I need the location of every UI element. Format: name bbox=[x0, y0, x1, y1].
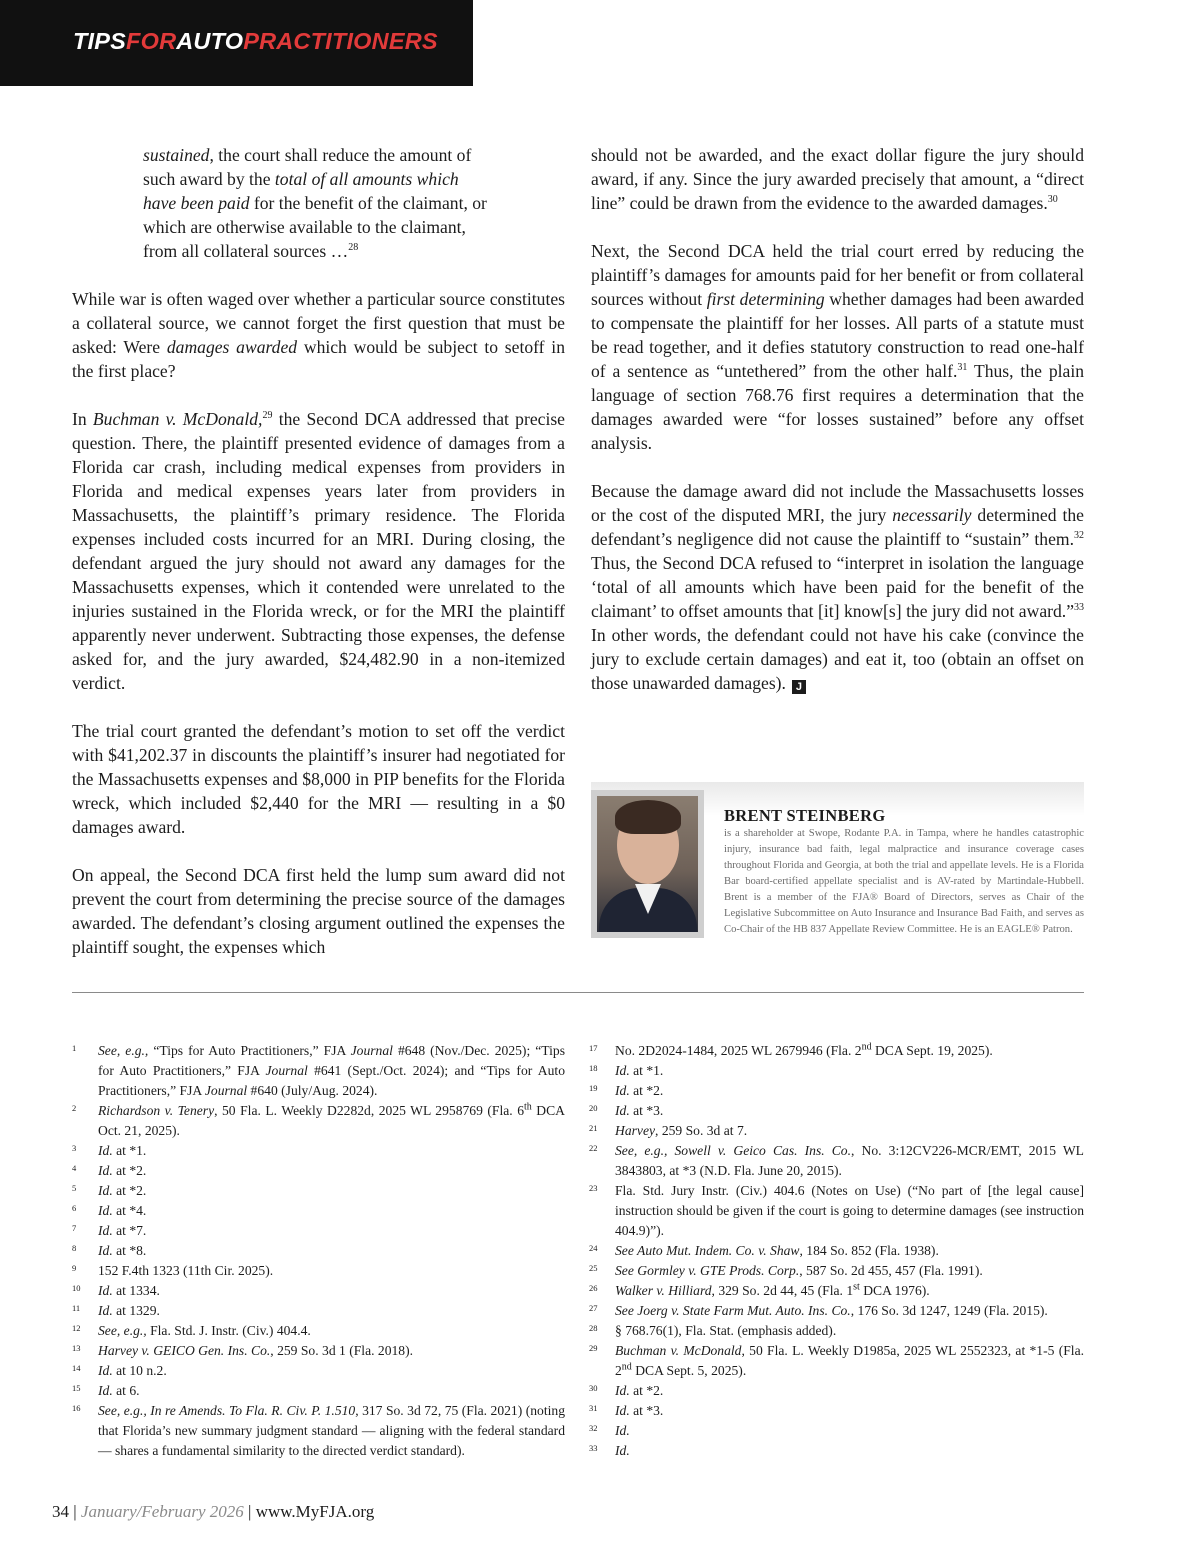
footnote-number: 5 bbox=[72, 1183, 77, 1193]
footnote-number: 3 bbox=[72, 1143, 77, 1153]
footnote bbox=[589, 1281, 1084, 1301]
author-description: is a shareholder at Swope, Rodante P.A. in Tampa, where he handles catastrophic injury, insurance bad faith, legal malpractice and insurance coverage cases throughout Florida and Georgia, at both the trial and appellate levels. He is a Florida Bar board-certified appellate specialist and is AV-rated by Martindale-Hubbell. Brent is a member of the FJA® Board of Directors, serves as Chair of the Legislative Subcommittee on Auto Insurance and Insurance Bad Faith, and serves as Co-Chair of the HB 837 Appellate Review Committee. He is an EAGLE® Patron. bbox=[724, 828, 1084, 935]
footnote bbox=[72, 1161, 565, 1181]
footnote bbox=[72, 1281, 565, 1301]
paragraph: The trial court granted the defendant’s motion to set off the verdict with $41,202.37 in discounts the plaintiff’s insurer had negotiated for the Massachusetts expenses and $8,000 in PIP benefits for the Florida wreck, which included $2,440 for the MRI — resulting in a $0 damages award. bbox=[72, 721, 565, 837]
footnote bbox=[589, 1261, 1084, 1281]
author-photo bbox=[591, 790, 704, 938]
issue-date: January/February 2026 bbox=[80, 1502, 244, 1521]
footnote bbox=[72, 1401, 565, 1461]
footnote bbox=[72, 1301, 565, 1321]
footnote-text: No. 2D2024-1484, 2025 WL 2679946 (Fla. 2nd DCA Sept. 19, 2025). bbox=[615, 1041, 993, 1058]
footnote bbox=[72, 1341, 565, 1361]
footnote-number: 10 bbox=[72, 1283, 81, 1293]
footnote-number: 26 bbox=[589, 1283, 598, 1293]
footnote-text: See, e.g., Fla. Std. J. Instr. (Civ.) 404.4. bbox=[98, 1323, 311, 1338]
footnote-text: Richardson v. Tenery, 50 Fla. L. Weekly D2282d, 2025 WL 2958769 (Fla. 6th DCA Oct. 21, 2025). bbox=[98, 1101, 565, 1138]
footnote-number: 17 bbox=[589, 1043, 598, 1053]
footnote-number: 13 bbox=[72, 1343, 81, 1353]
footnote-text: 152 F.4th 1323 (11th Cir. 2025). bbox=[98, 1263, 274, 1278]
footnote-text: Id. at *1. bbox=[98, 1143, 147, 1158]
footnote-number: 9 bbox=[72, 1263, 77, 1273]
footnote-number: 24 bbox=[589, 1243, 598, 1253]
author-name: BRENT STEINBERG bbox=[724, 806, 886, 825]
footnote bbox=[72, 1321, 565, 1341]
footnote-text: § 768.76(1), Fla. Stat. (emphasis added). bbox=[615, 1323, 837, 1338]
footnote-number: 1 bbox=[72, 1043, 77, 1053]
footnote bbox=[589, 1441, 1084, 1461]
footnote-text: Id. bbox=[615, 1443, 630, 1458]
footnote bbox=[72, 1201, 565, 1221]
footnote bbox=[72, 1361, 565, 1381]
footnote-number: 23 bbox=[589, 1183, 598, 1193]
footnote-text: Id. at *2. bbox=[615, 1083, 664, 1098]
footnote bbox=[72, 1141, 565, 1161]
footnote-text: Buchman v. McDonald, 50 Fla. L. Weekly D1985a, 2025 WL 2552323, at *1-5 (Fla. 2nd DCA Sept. 5, 2025). bbox=[615, 1343, 1085, 1378]
paragraph: While war is often waged over whether a particular source constitutes a collateral source, we cannot forget the first question that must be asked: Were damages awarded which would be subject to setoff in the first place? bbox=[72, 289, 565, 381]
paragraph: In Buchman v. McDonald,$^{29}$ the Second DCA addressed that precise question. There, the plaintiff presented evidence of damages from a Florida car crash, including medical expenses from providers in Florida and medical expenses years later from providers in Massachusetts, the plaintiff’s primary residence. The Florida expenses included costs incurred for an MRI. During closing, the defendant argued the jury should not award any damages for the Massachusetts expenses, which it contended were unrelated to the injuries sustained in the Florida wreck, or for the MRI the plaintiff apparently never underwent. Subtracting those expenses, the defense asked for, and the jury awarded, $24,482.90 in a non-itemized verdict. bbox=[72, 409, 565, 693]
footnote-text: See, e.g., In re Amends. To Fla. R. Civ. P. 1.510, 317 So. 3d 72, 75 (Fla. 2021) (noting that Florida’s new summary judgment standard — aligning with the federal standard — shares a fundamental similarity to the directed verdict standard). bbox=[98, 1403, 565, 1458]
footnote bbox=[589, 1241, 1084, 1261]
footnote-text: Id. at 10 n.2. bbox=[98, 1363, 167, 1378]
end-of-article-icon: J bbox=[792, 680, 806, 694]
footnote bbox=[589, 1141, 1084, 1181]
page-footer: 34 | January/February 2026 | www.MyFJA.org bbox=[52, 1502, 375, 1521]
footnote-number: 29 bbox=[589, 1343, 598, 1353]
footnote-number: 27 bbox=[589, 1303, 598, 1313]
footnote-number: 12 bbox=[72, 1323, 81, 1333]
footnote bbox=[72, 1181, 565, 1201]
footnote-number: 6 bbox=[72, 1203, 77, 1213]
footnote-number: 15 bbox=[72, 1383, 81, 1393]
footnote bbox=[589, 1101, 1084, 1121]
footnote-text: See, e.g., “Tips for Auto Practitioners,” FJA Journal #648 (Nov./Dec. 2025); “Tips for Auto Practitioners,” FJA Journal #641 (Sept./Oct. 2024); and “Tips for Auto Practitioners,” FJA Journal #640 (July/Aug. 2024). bbox=[98, 1043, 565, 1098]
footnote-text: See Joerg v. State Farm Mut. Auto. Ins. Co., 176 So. 3d 1247, 1249 (Fla. 2015). bbox=[615, 1303, 1048, 1318]
footnotes-left bbox=[72, 1041, 565, 1461]
footnote-number: 31 bbox=[589, 1403, 598, 1413]
footnote bbox=[589, 1041, 1084, 1061]
footnote-text: Id. at *8. bbox=[98, 1243, 147, 1258]
footnote bbox=[589, 1081, 1084, 1101]
article-column-left bbox=[72, 143, 565, 959]
paragraph: Next, the Second DCA held the trial court erred by reducing the plaintiff’s damages for amounts paid for her benefit or from collateral sources without first determining whether damages had been awarded to compensate the plaintiff for her losses. All parts of a statute must be read together, and it defies statutory construction to read one-half of a sentence as “untethered” from the other half.$^{31}$ Thus, the plain language of section 768.76 first requires a determination that the damages awarded were “for losses sustained” before any offset analysis. bbox=[591, 241, 1084, 453]
footnote bbox=[72, 1381, 565, 1401]
footnote-text: Id. at 1334. bbox=[98, 1283, 160, 1298]
footnote-text: Harvey, 259 So. 3d at 7. bbox=[615, 1123, 748, 1138]
footnote-number: 14 bbox=[72, 1363, 81, 1373]
footnote bbox=[589, 1381, 1084, 1401]
paragraph: Because the damage award did not include the Massachusetts losses or the cost of the disputed MRI, the jury necessarily determined the defendant’s negligence did not cause the plaintiff to “sustain” them.$^{32}$ Thus, the Second DCA refused to “interpret in isolation the language ‘total of all amounts which have been paid for the benefit of the claimant’ to offset amounts that [it] know[s] the jury did not award.”$^{33}$ In other words, the defendant could not have his cake (convince the jury to exclude certain damages) and eat it, too (obtain an offset on those unawarded damages). J bbox=[591, 481, 1084, 693]
footnote-text: Id. bbox=[615, 1423, 630, 1438]
footnote bbox=[72, 1261, 565, 1281]
footnotes-right bbox=[589, 1041, 1084, 1461]
footnote bbox=[589, 1121, 1084, 1141]
footnote-text: Fla. Std. Jury Instr. (Civ.) 404.6 (Notes on Use) (“No part of [the legal cause] instruction should be given if the court is going to determine damages (see instruction 404.9)”). bbox=[615, 1183, 1084, 1238]
footnote-text: Id. at *2. bbox=[615, 1383, 664, 1398]
section-title: TIPSFORAUTOPRACTITIONERS bbox=[73, 28, 438, 54]
footnote bbox=[72, 1101, 565, 1141]
paragraph: should not be awarded, and the exact dollar figure the jury should award, if any. Since the jury awarded precisely that amount, a “direct line” could be drawn from the evidence to the awarded damages.$^{30}$ bbox=[591, 145, 1084, 213]
footnote bbox=[72, 1241, 565, 1261]
page-number: 34 bbox=[52, 1502, 69, 1521]
footnote bbox=[72, 1041, 565, 1101]
footnote-number: 32 bbox=[589, 1423, 598, 1433]
article-column-right bbox=[591, 143, 1084, 695]
footnote-text: Id. at *1. bbox=[615, 1063, 664, 1078]
footnote-number: 11 bbox=[72, 1303, 81, 1313]
statute-blockquote: sustained, the court shall reduce the amount of such award by the total of all amounts which have been paid for the benefit of the claimant, or which are otherwise available to the claimant, from all collateral sources …$^{28}$ bbox=[143, 145, 487, 261]
website-link[interactable]: www.MyFJA.org bbox=[255, 1502, 375, 1521]
footnote-text: Id. at 6. bbox=[98, 1383, 140, 1398]
footnote-number: 2 bbox=[72, 1103, 77, 1113]
footnote-number: 16 bbox=[72, 1403, 81, 1413]
footnote-number: 19 bbox=[589, 1083, 598, 1093]
footnote-number: 21 bbox=[589, 1123, 598, 1133]
footnote bbox=[589, 1341, 1084, 1381]
footnote-number: 30 bbox=[589, 1383, 598, 1393]
footnote-number: 33 bbox=[589, 1443, 598, 1453]
footnote-text: Id. at *3. bbox=[615, 1403, 664, 1418]
footnote bbox=[72, 1221, 565, 1241]
footnote-text: See Gormley v. GTE Prods. Corp., 587 So. 2d 455, 457 (Fla. 1991). bbox=[615, 1263, 983, 1278]
footnote-text: Id. at *4. bbox=[98, 1203, 147, 1218]
footnote-text: Id. at *7. bbox=[98, 1223, 147, 1238]
footnote bbox=[589, 1181, 1084, 1241]
footnote bbox=[589, 1301, 1084, 1321]
footnote-text: See, e.g., Sowell v. Geico Cas. Ins. Co., No. 3:12CV226-MCR/EMT, 2015 WL 3843803, at *3 (N.D. Fla. June 20, 2015). bbox=[615, 1143, 1084, 1178]
footnote-number: 8 bbox=[72, 1243, 77, 1253]
footnote-number: 7 bbox=[72, 1223, 77, 1233]
header-bar bbox=[0, 0, 473, 86]
footnote-number: 25 bbox=[589, 1263, 598, 1273]
footnote-number: 4 bbox=[72, 1163, 77, 1173]
footnote-text: See Auto Mut. Indem. Co. v. Shaw, 184 So. 852 (Fla. 1938). bbox=[615, 1243, 939, 1258]
footnote-text: Id. at *3. bbox=[615, 1103, 664, 1118]
footnote-text: Walker v. Hilliard, 329 So. 2d 44, 45 (Fla. 1st DCA 1976). bbox=[615, 1281, 930, 1298]
footnote-number: 18 bbox=[589, 1063, 598, 1073]
footnotes-divider bbox=[72, 992, 1084, 993]
footnote-number: 22 bbox=[589, 1143, 598, 1153]
footnote-text: Harvey v. GEICO Gen. Ins. Co., 259 So. 3d 1 (Fla. 2018). bbox=[98, 1343, 414, 1358]
footnote-text: Id. at *2. bbox=[98, 1163, 147, 1178]
footnote-text: Id. at 1329. bbox=[98, 1303, 160, 1318]
footnote bbox=[589, 1321, 1084, 1341]
author-bio bbox=[591, 782, 1084, 958]
footnote bbox=[589, 1401, 1084, 1421]
footnote bbox=[589, 1061, 1084, 1081]
footnote bbox=[589, 1421, 1084, 1441]
footnote-number: 28 bbox=[589, 1323, 598, 1333]
footnote-text: Id. at *2. bbox=[98, 1183, 147, 1198]
footnote-number: 20 bbox=[589, 1103, 598, 1113]
paragraph: On appeal, the Second DCA first held the lump sum award did not prevent the court from determining the precise source of the damages awarded. The defendant’s closing argument outlined the expenses the plaintiff sought, the expenses which bbox=[72, 865, 565, 957]
